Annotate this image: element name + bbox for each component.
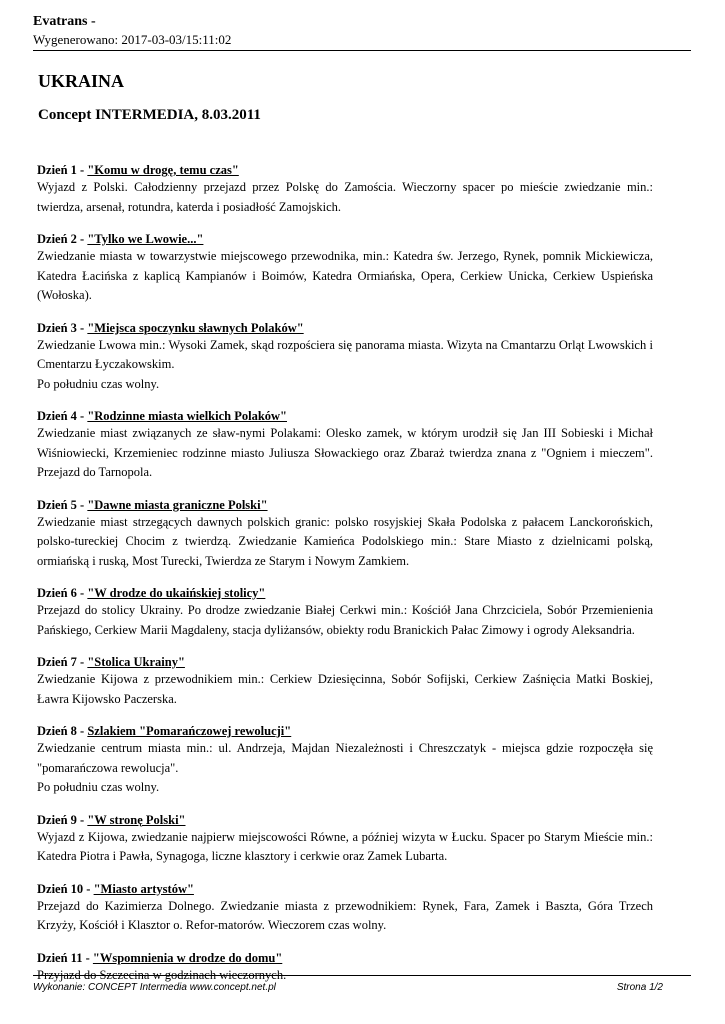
day-description [37, 828, 653, 867]
page-number: Strona 1/2 [616, 982, 663, 993]
day-title [37, 162, 653, 178]
day-number: Dzień 11 - [37, 950, 93, 965]
day-block [37, 723, 653, 798]
day-number: Dzień 3 - [37, 320, 88, 335]
generated-timestamp: Wygenerowano: 2017-03-03/15:11:02 [33, 32, 232, 47]
day-description [37, 247, 653, 306]
day-name: "Stolica Ukrainy" [87, 655, 185, 669]
day-name: "Rodzinne miasta wielkich Polaków" [87, 409, 287, 423]
day-title [37, 812, 653, 828]
day-number: Dzień 6 - [37, 586, 88, 600]
day-paragraph: Zwiedzanie miast związanych ze sław-nymi Polakami: Olesko zamek, w którym urodził się Jan III Sobieski i Michał Wiśniowiecki, Krzemieniec rodzinne miasto Juliusza Słowackiego oraz Zbaraż twierdza znana z "Ogniem i mieczem". Przejazd do Tarnopola. [37, 426, 653, 479]
day-paragraph: Zwiedzanie miasta w towarzystwie miejscowego przewodnika, min.: Katedra św. Jerzego, Rynek, pomnik Mickiewicza, Katedra Łacińska z kaplicą Kampianów i Boimów, Katedra Ormiańska, Opera, Cerkiew Unicka, Cerkiew Uspieńska (Wołoska). [37, 249, 653, 302]
day-description [37, 739, 653, 798]
day-title [37, 320, 653, 336]
day-block [37, 950, 653, 986]
day-paragraph: Po południu czas wolny. [37, 376, 160, 391]
day-name: Szlakiem "Pomarańczowej rewolucji" [87, 724, 292, 738]
day-title [37, 723, 653, 739]
day-name: "Miasto artystów" [93, 881, 194, 896]
day-number: Dzień 7 - [37, 655, 88, 669]
day-name: "Miejsca spoczynku sławnych Polaków" [87, 320, 304, 335]
day-number: Dzień 10 - [37, 881, 94, 896]
day-name: "Dawne miasta graniczne Polski" [87, 497, 268, 512]
document-footer [33, 982, 663, 993]
day-name: "Tylko we Lwowie..." [87, 232, 204, 246]
day-paragraph: Zwiedzanie Kijowa z przewodnikiem min.: Cerkiew Dziesięcinna, Sobór Sofijski, Cerkiew Zaśnięcia Matki Boskiej, Ławra Kijowsko Paczerska. [37, 672, 653, 706]
day-block [37, 231, 653, 306]
day-number: Dzień 2 - [37, 232, 88, 246]
footer-credit: Wykonanie: CONCEPT Intermedia www.concept.net.pl [33, 982, 276, 993]
day-number: Dzień 4 - [37, 409, 88, 423]
day-description [37, 897, 653, 936]
itinerary [37, 162, 653, 999]
day-block [37, 585, 653, 640]
day-block [37, 812, 653, 867]
day-name: "Komu w drogę, temu czas" [87, 163, 239, 177]
day-description [37, 424, 653, 483]
footer-divider [33, 975, 691, 976]
day-title [37, 231, 653, 247]
day-paragraph: Przejazd do Kazimierza Dolnego. Zwiedzanie miasta z przewodnikiem: Rynek, Fara, Zamek i Baszta, Góra Trzech Krzyży, Kościół i Klasztor o. Refor-matorów. Wieczorem czas wolny. [37, 898, 653, 932]
header-divider [33, 50, 691, 51]
day-description [37, 670, 653, 709]
day-paragraph: Po południu czas wolny. [37, 780, 160, 794]
company-name: Evatrans - [33, 14, 96, 29]
page-subtitle: Concept INTERMEDIA, 8.03.2011 [38, 107, 261, 123]
day-block [37, 408, 653, 483]
day-paragraph: Przyjazd do Szczecina w godzinach wieczornych. [37, 967, 287, 982]
day-number: Dzień 5 - [37, 497, 88, 512]
day-title [37, 881, 653, 897]
day-number: Dzień 9 - [37, 812, 88, 827]
day-paragraph: Przejazd do stolicy Ukrainy. Po drodze zwiedzanie Białej Cerkwi min.: Kościół Jana Chrzciciela, Sobór Przemienienia Pańskiego, Cerkiew Marii Magdaleny, stacja dyliżansów, obiekty rodu Branickich Pałac Zimowy i ogrody Aleksandria. [37, 603, 653, 637]
day-block [37, 162, 653, 217]
day-number: Dzień 1 - [37, 163, 88, 177]
document-header [33, 13, 691, 48]
day-title [37, 654, 653, 670]
page-title: UKRAINA [38, 71, 125, 91]
day-title [37, 585, 653, 601]
day-description [37, 601, 653, 640]
day-paragraph: Zwiedzanie Lwowa min.: Wysoki Zamek, skąd rozpościera się panorama miasta. Wizyta na Cmantarzu Orląt Lwowskich i Cmentarzu Łyczakowskim. [37, 337, 653, 371]
day-name: "W stronę Polski" [87, 812, 186, 827]
day-block [37, 497, 653, 572]
day-paragraph: Zwiedzanie miast strzegących dawnych polskich granic: polsko rosyjskiej Skała Podolska z pałacem Lanckorońskich, polsko-tureckiej Chocim z twierdzą. Zwiedzanie Kamieńca Podolskiego min.: Stare Miasto z dzielnicami polską, ormiańską i ruską, Most Turecki, Twierdza ze Starym i Nowym Zamkiem. [37, 514, 653, 568]
day-name: "W drodze do ukaińskiej stolicy" [87, 586, 266, 600]
day-block [37, 320, 653, 395]
day-description [37, 178, 653, 217]
day-title [37, 408, 653, 424]
day-title [37, 950, 653, 966]
day-name: "Wspomnienia w drodze do domu" [92, 950, 283, 965]
day-paragraph: Zwiedzanie centrum miasta min.: ul. Andrzeja, Majdan Niezależnosti i Chreszczatyk - miejsca gdzie rozpoczęła się "pomarańczowa rewolucja". [37, 741, 653, 775]
day-number: Dzień 8 - [37, 724, 88, 738]
day-description [37, 513, 653, 572]
day-block [37, 654, 653, 709]
day-title [37, 497, 653, 513]
day-block [37, 881, 653, 936]
day-description [37, 336, 653, 395]
day-paragraph: Wyjazd z Kijowa, zwiedzanie najpierw miejscowości Równe, a później wizyta w Łucku. Spacer po Starym Mieście min.: Katedra Piotra i Pawła, Synagoga, liczne klasztory i cerkwie oraz Zamek Lubarta. [37, 829, 653, 863]
day-paragraph: Wyjazd z Polski. Całodzienny przejazd przez Polskę do Zamościa. Wieczorny spacer po mieście zwiedzanie min.: twierdza, arsenał, rotundra, katerda i posiadłość Zamojskich. [37, 180, 653, 214]
